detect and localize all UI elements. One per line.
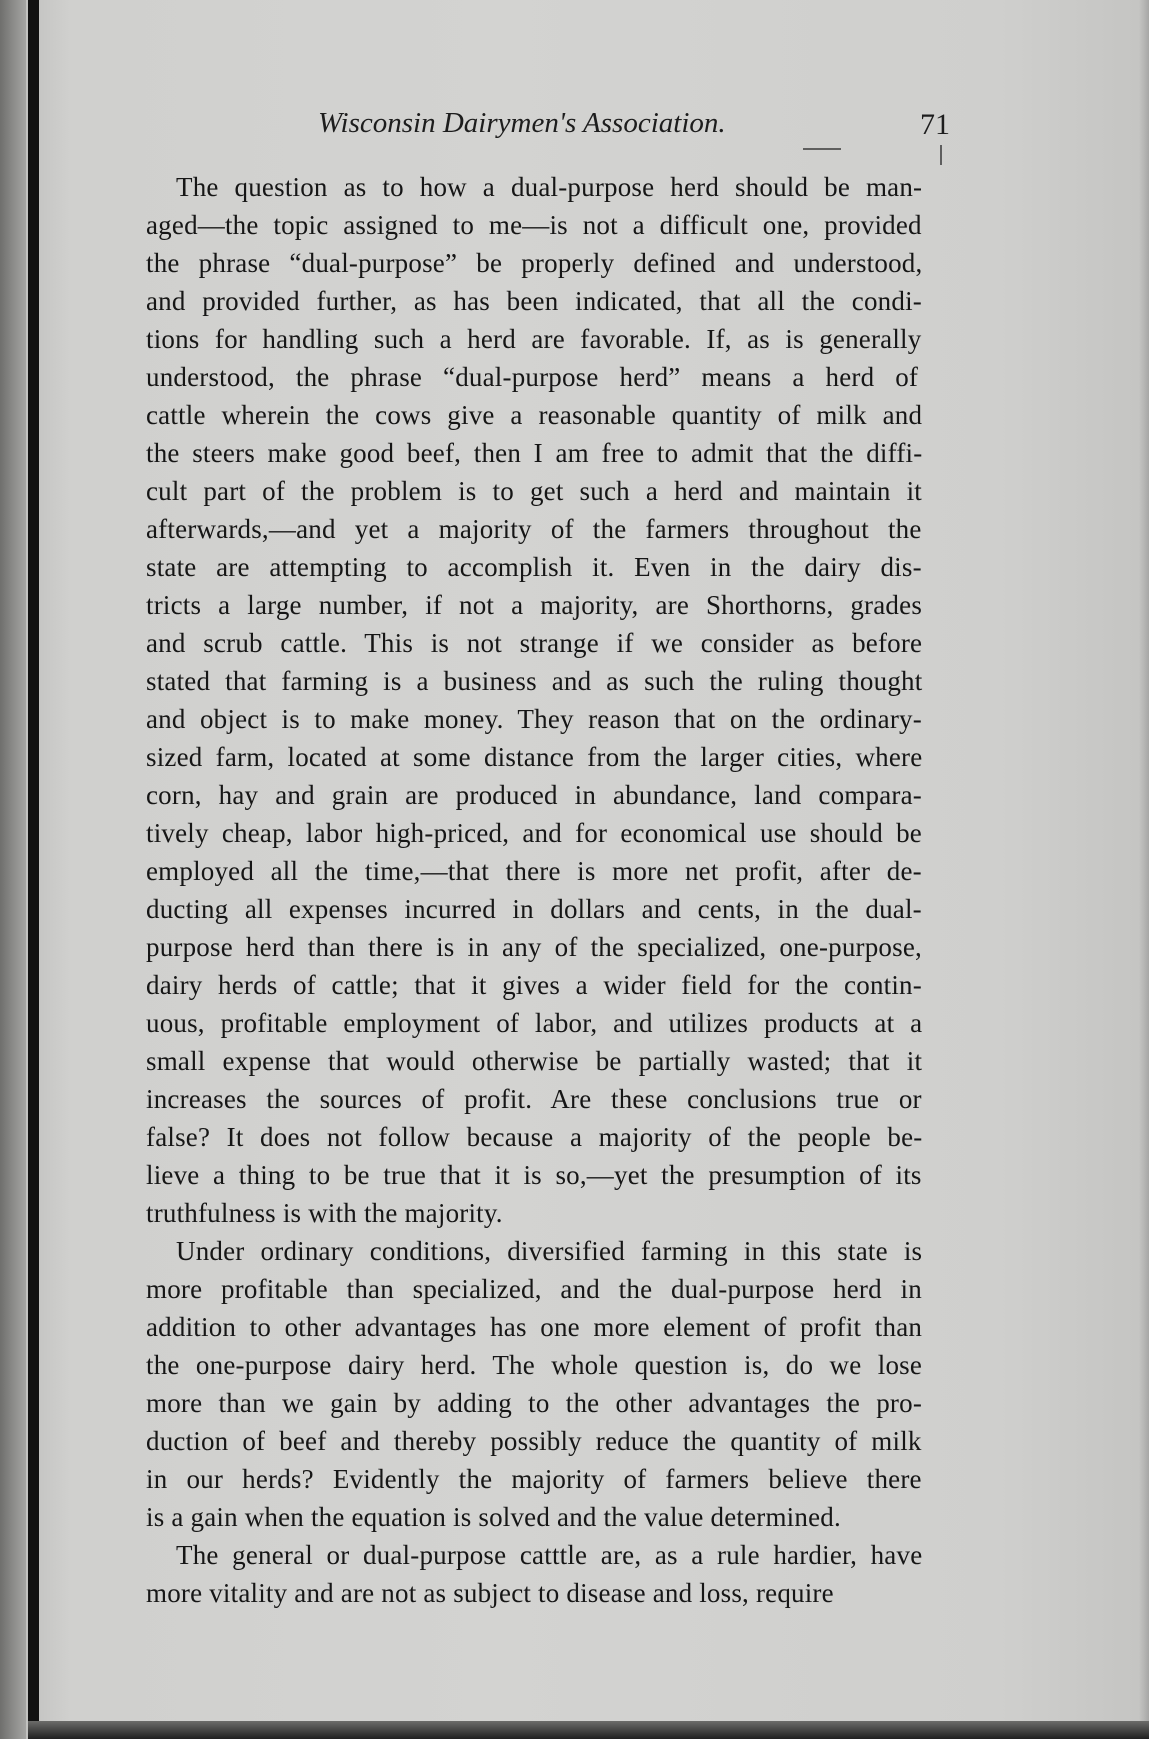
text-line: stated that farming is a business and as such the ruling thought: [146, 666, 923, 696]
text-line: truthfulness is with the majority.: [146, 1198, 503, 1228]
text-line: in our herds? Evidently the majority of farmers believe there: [146, 1464, 922, 1494]
page-bottom-edge: [28, 1721, 1149, 1739]
text-line: duction of beef and thereby possibly reduce the quantity of milk: [146, 1426, 922, 1456]
text-line: The question as to how a dual-purpose herd should be man-: [176, 172, 923, 202]
text-line: The general or dual-purpose catttle are, as a rule hardier, have: [176, 1540, 923, 1570]
text-line: tricts a large number, if not a majority, are Shorthorns, grades: [146, 590, 923, 620]
text-line: afterwards,—and yet a majority of the farmers throughout the: [146, 514, 922, 544]
text-line: ducting all expenses incurred in dollars and cents, in the dual-: [146, 894, 922, 924]
printing-speck: [803, 148, 841, 150]
body-text: [146, 168, 936, 1612]
printing-speck: [940, 145, 942, 165]
text-line: sized farm, located at some distance from the larger cities, where: [146, 742, 923, 772]
text-line: state are attempting to accomplish it. Even in the dairy dis-: [146, 552, 922, 582]
text-line: tions for handling such a herd are favorable. If, as is generally: [146, 324, 922, 354]
text-line: the phrase “dual-purpose” be properly defined and understood,: [146, 248, 923, 278]
text-line: more than we gain by adding to the other advantages the pro-: [146, 1388, 923, 1418]
text-line: cattle wherein the cows give a reasonable quantity of milk and: [146, 400, 923, 430]
binding-edge: [28, 0, 39, 1739]
page-right-edge: [1139, 0, 1149, 1739]
text-line: uous, profitable employment of labor, and utilizes products at a: [146, 1008, 923, 1038]
text-line: lieve a thing to be true that it is so,—yet the presumption of its: [146, 1160, 922, 1190]
text-line: employed all the time,—that there is more net profit, after de-: [146, 856, 922, 886]
text-line: addition to other advantages has one more element of profit than: [146, 1312, 923, 1342]
text-line: aged—the topic assigned to me—is not a difficult one, provided: [146, 210, 922, 240]
running-head: Wisconsin Dairymen's Association.: [318, 107, 726, 139]
text-line: false? It does not follow because a majority of the people be-: [146, 1122, 923, 1152]
text-line: Under ordinary conditions, diversified farming in this state is: [176, 1236, 923, 1266]
text-line: the steers make good beef, then I am free to admit that the diffi-: [146, 438, 923, 468]
text-line: dairy herds of cattle; that it gives a wider field for the contin-: [146, 970, 922, 1000]
text-line: tively cheap, labor high-priced, and for economical use should be: [146, 818, 922, 848]
text-line: is a gain when the equation is solved and the value determined.: [146, 1502, 841, 1532]
text-line: the one-purpose dairy herd. The whole question is, do we lose: [146, 1350, 923, 1380]
text-line: more profitable than specialized, and the dual-purpose herd in: [146, 1274, 922, 1304]
text-line: cult part of the problem is to get such a herd and maintain it: [146, 476, 923, 506]
page-spine-shadow: [0, 0, 26, 1739]
text-line: understood, the phrase “dual-purpose herd” means a herd of: [146, 362, 919, 392]
text-line: and object is to make money. They reason that on the ordinary-: [146, 704, 922, 734]
text-line: more vitality and are not as subject to disease and loss, require: [146, 1578, 834, 1608]
text-line: and provided further, as has been indicated, that all the condi-: [146, 286, 922, 316]
page-number: 71: [920, 108, 950, 141]
text-line: small expense that would otherwise be partially wasted; that it: [146, 1046, 923, 1076]
text-line: purpose herd than there is in any of the specialized, one-purpose,: [146, 932, 922, 962]
text-line: corn, hay and grain are produced in abundance, land compara-: [146, 780, 922, 810]
text-line: and scrub cattle. This is not strange if we consider as before: [146, 628, 923, 658]
text-line: increases the sources of profit. Are these conclusions true or: [146, 1084, 922, 1114]
